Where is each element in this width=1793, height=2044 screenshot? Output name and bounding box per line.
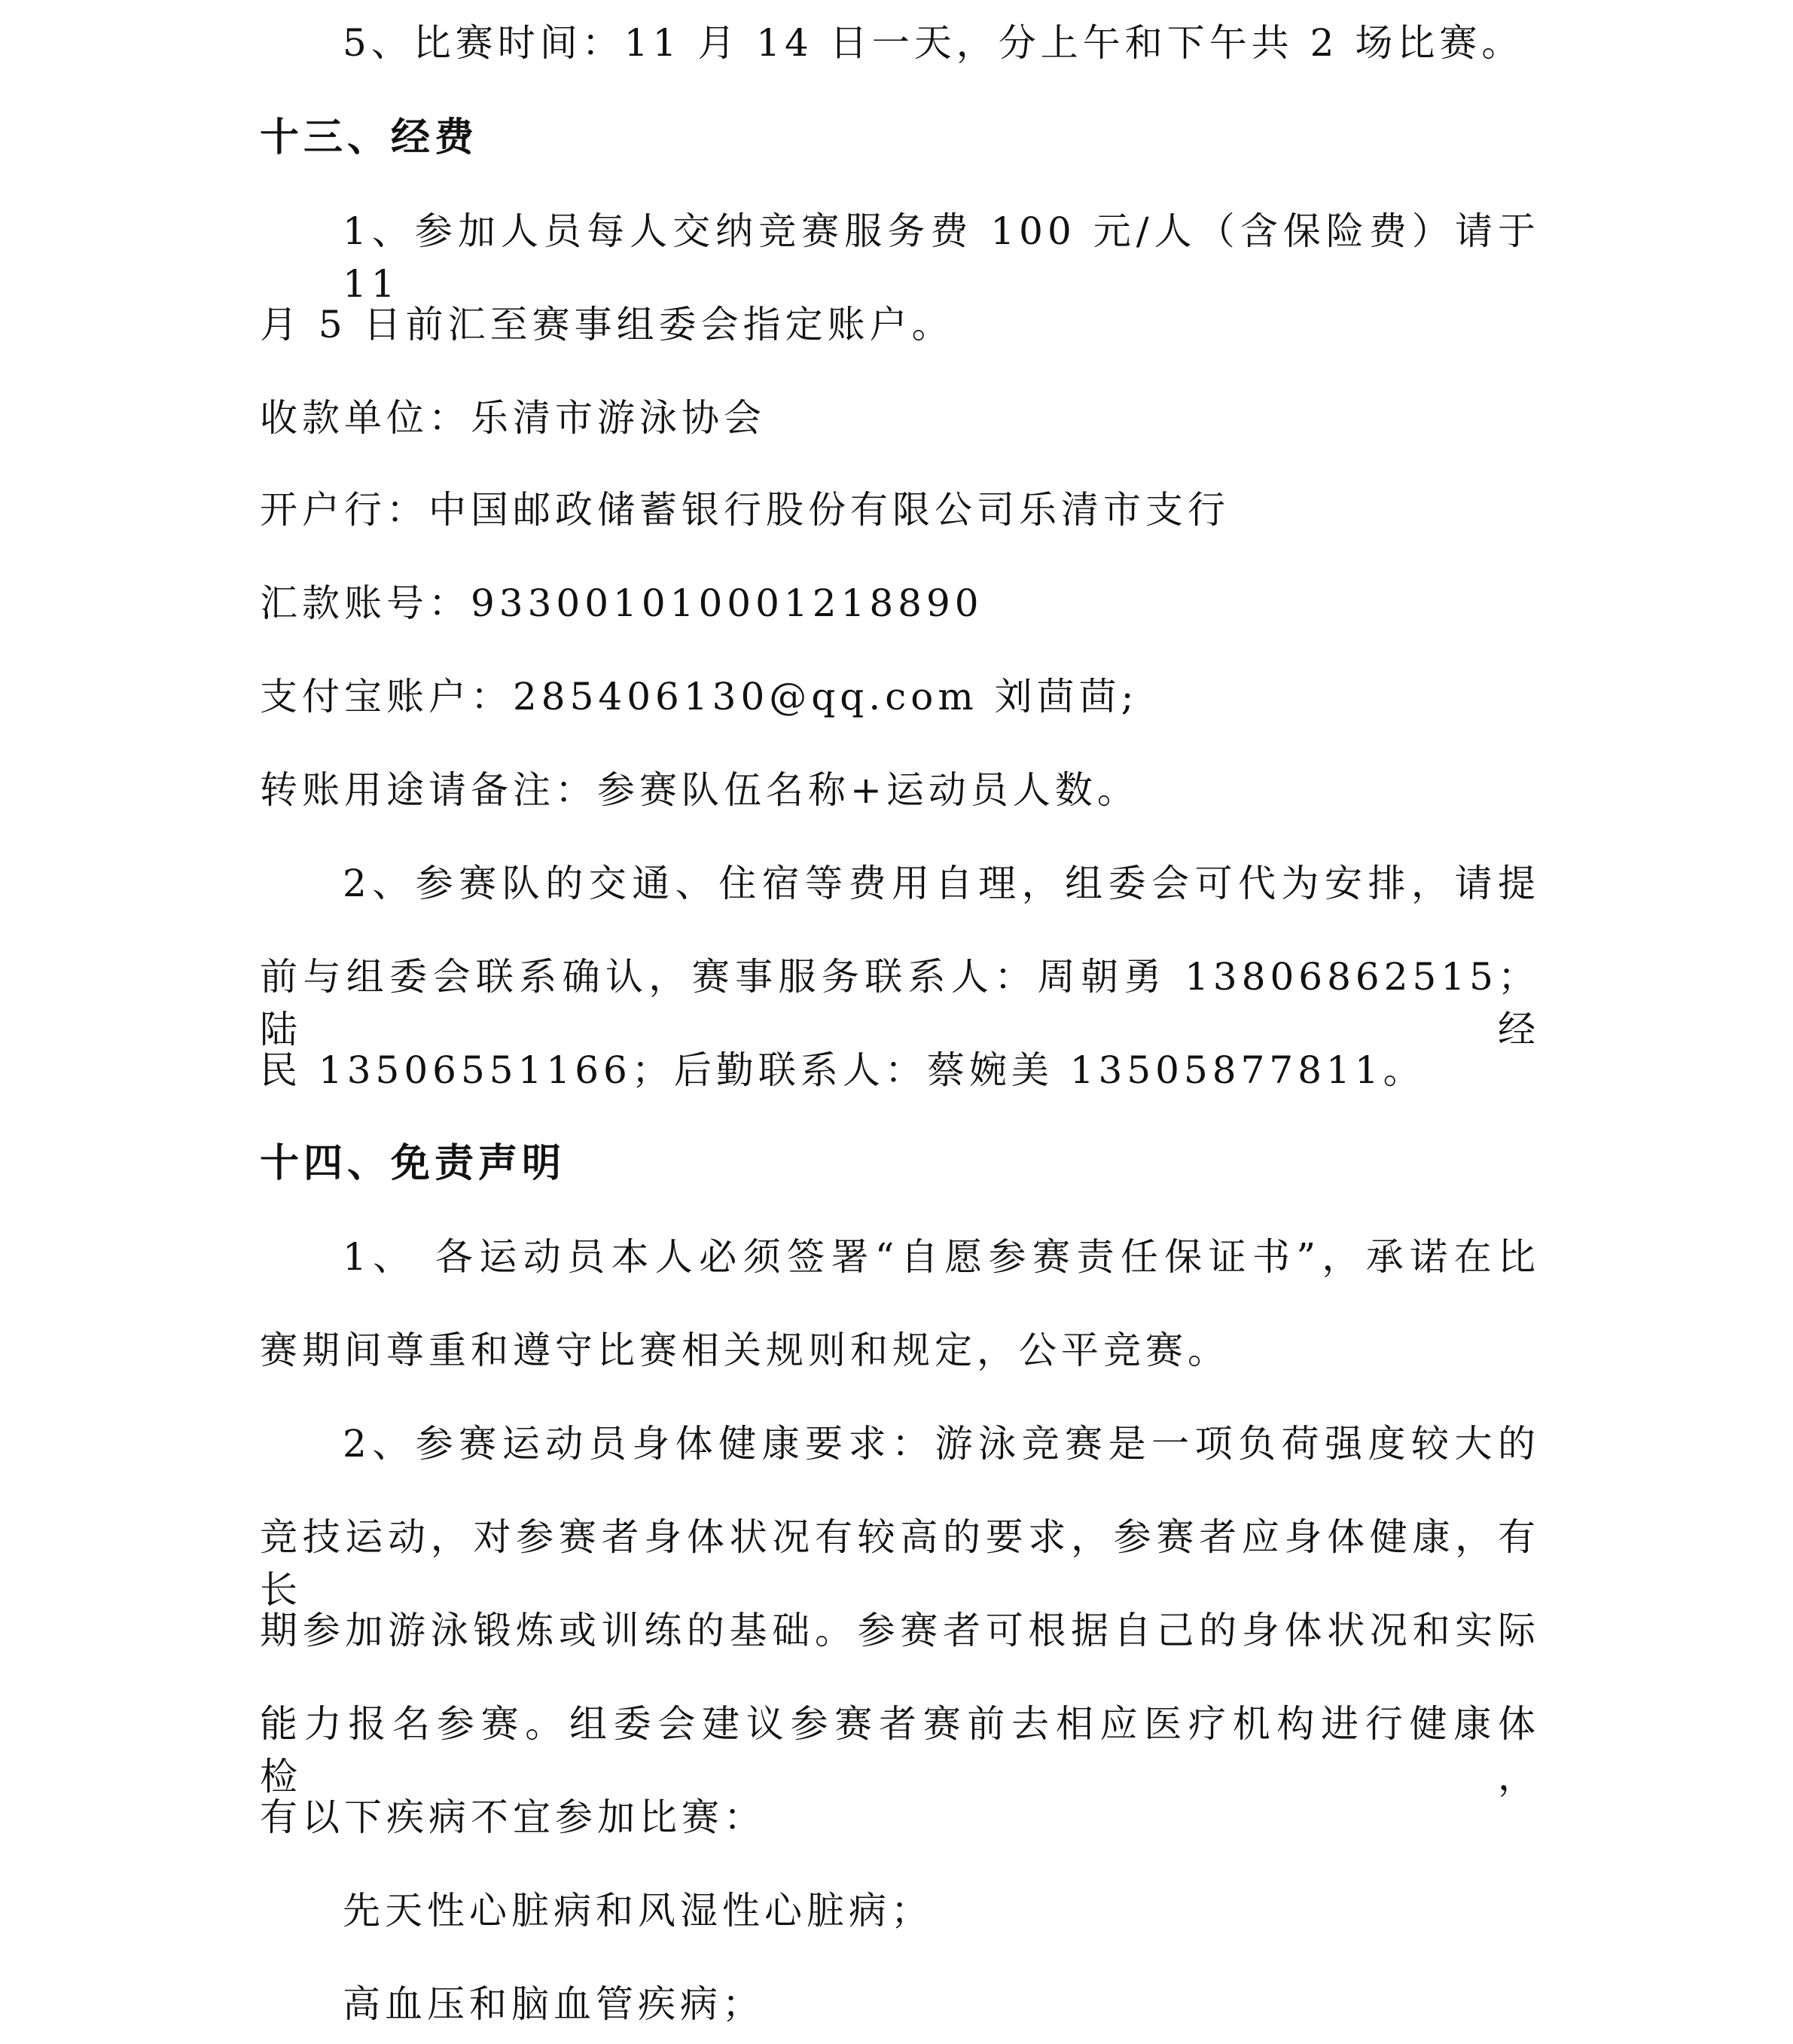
- fee-paragraph-line-1: 1、参加人员每人交纳竞赛服务费 100 元/人（含保险费）请于 11: [343, 209, 1540, 306]
- disclaimer-1-line-2: 赛期间尊重和遵守比赛相关规则和规定，公平竞赛。: [260, 1329, 1230, 1372]
- section-heading-disclaimer: 十四、免责声明: [260, 1140, 566, 1186]
- bank-line: 开户行：中国邮政储蓄银行股份有限公司乐清市支行: [260, 488, 1230, 532]
- alipay-account-line: 支付宝账户：285406130@qq.com 刘茴茴;: [260, 675, 1139, 718]
- health-paragraph-line-3: 期参加游泳锻炼或训练的基础。参赛者可根据自己的身体状况和实际: [260, 1609, 1540, 1652]
- health-paragraph-line-5: 有以下疾病不宜参加比赛：: [260, 1795, 766, 1839]
- disease-item-hypertension: 高血压和脑血管疾病；: [343, 1982, 764, 2026]
- competition-time-line: 5、比赛时间：11 月 14 日一天，分上午和下午共 2 场比赛。: [343, 21, 1524, 65]
- document-page: [260, 0, 1540, 2044]
- account-number-line: 汇款账号：933001010001218890: [260, 581, 983, 625]
- section-heading-funding: 十三、经费: [260, 114, 479, 160]
- travel-paragraph-line-2: 前与组委会联系确认，赛事服务联系人：周朝勇 13806862515；陆经: [260, 955, 1540, 1051]
- health-paragraph-line-1: 2、参赛运动员身体健康要求：游泳竞赛是一项负荷强度较大的: [343, 1422, 1540, 1466]
- health-paragraph-line-2: 竞技运动，对参赛者身体状况有较高的要求，参赛者应身体健康，有长: [260, 1515, 1540, 1612]
- health-paragraph-line-4: 能力报名参赛。组委会建议参赛者赛前去相应医疗机构进行健康体检，: [260, 1702, 1540, 1798]
- fee-paragraph-line-2: 月 5 日前汇至赛事组委会指定账户。: [260, 303, 954, 346]
- disease-item-heart: 先天性心脏病和风湿性心脏病；: [343, 1889, 933, 1933]
- travel-paragraph-line-1: 2、参赛队的交通、住宿等费用自理，组委会可代为安排，请提: [343, 862, 1540, 905]
- travel-paragraph-line-3: 民 13506551166；后勤联系人：蔡婉美 13505877811。: [260, 1048, 1426, 1092]
- payee-line: 收款单位：乐清市游泳协会: [260, 396, 766, 440]
- transfer-note-line: 转账用途请备注：参赛队伍名称+运动员人数。: [260, 768, 1139, 812]
- disclaimer-1-line-1: 1、 各运动员本人必须签署“自愿参赛责任保证书”，承诺在比: [343, 1235, 1540, 1279]
